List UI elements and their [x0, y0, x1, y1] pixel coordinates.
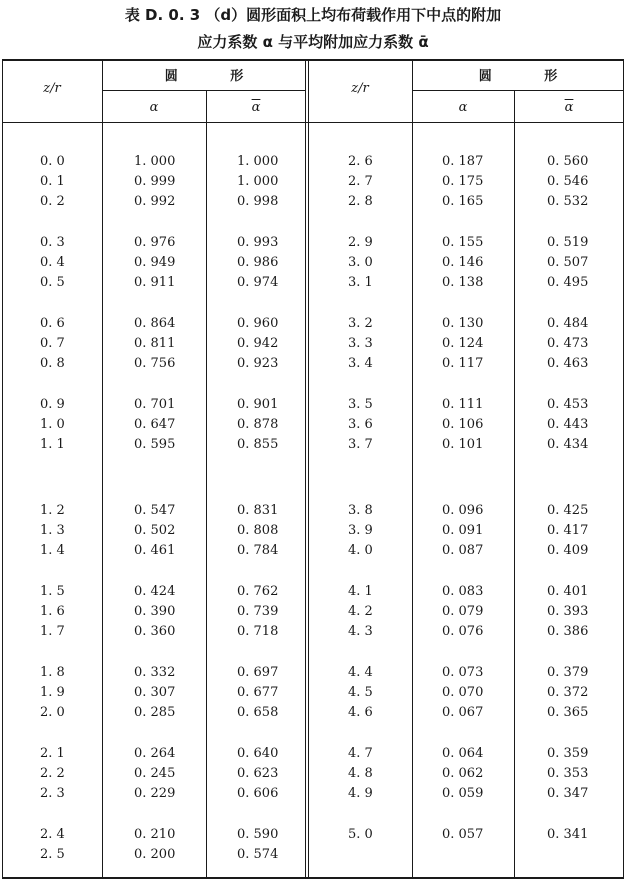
right-cell: 4. 2 [348, 604, 373, 619]
left-cell: 0. 4 [40, 255, 65, 270]
left-cell: 0. 8 [40, 356, 65, 371]
left-cell: 0. 974 [237, 275, 279, 290]
right-cell: 0. 124 [442, 336, 484, 351]
right-cell: 3. 9 [348, 523, 373, 538]
left-cell: 1. 8 [40, 665, 65, 680]
right-cell: 3. 6 [348, 417, 373, 432]
left-cell: 0. 697 [237, 665, 279, 680]
right-cell: 0. 463 [547, 356, 589, 371]
right-cell: 0. 473 [547, 336, 589, 351]
left-cell: 0. 574 [237, 847, 279, 862]
right-cell: 0. 106 [442, 417, 484, 432]
border-left [2, 59, 3, 879]
left-cell: 0. 547 [134, 503, 176, 518]
right-cell: 0. 359 [547, 746, 589, 761]
col-sep-2 [206, 90, 207, 879]
left-cell: 0. 640 [237, 746, 279, 761]
right-cell: 0. 076 [442, 624, 484, 639]
right-cell: 4. 8 [348, 766, 373, 781]
right-cell: 4. 4 [348, 665, 373, 680]
right-cell: 0. 096 [442, 503, 484, 518]
right-cell: 0. 443 [547, 417, 589, 432]
right-cell: 0. 393 [547, 604, 589, 619]
left-cell: 0. 461 [134, 543, 176, 558]
right-cell: 4. 5 [348, 685, 373, 700]
right-cell: 0. 070 [442, 685, 484, 700]
right-cell: 2. 6 [348, 154, 373, 169]
left-cell: 0. 7 [40, 336, 65, 351]
right-cell: 0. 087 [442, 543, 484, 558]
right-cell: 0. 417 [547, 523, 589, 538]
left-cell: 0. 390 [134, 604, 176, 619]
left-cell: 2. 4 [40, 827, 65, 842]
header-zr-left: z/r [43, 81, 61, 96]
left-cell: 1. 5 [40, 584, 65, 599]
right-cell: 0. 091 [442, 523, 484, 538]
left-cell: 0. 200 [134, 847, 176, 862]
left-cell: 0. 3 [40, 235, 65, 250]
left-cell: 1. 2 [40, 503, 65, 518]
right-cell: 0. 484 [547, 316, 589, 331]
right-cell: 0. 059 [442, 786, 484, 801]
right-cell: 0. 507 [547, 255, 589, 270]
right-cell: 0. 101 [442, 437, 484, 452]
left-cell: 0. 878 [237, 417, 279, 432]
right-cell: 0. 425 [547, 503, 589, 518]
col-sep-mid-a [305, 59, 306, 879]
left-cell: 1. 000 [237, 154, 279, 169]
header-alpha-right: α [458, 100, 468, 115]
table-caption-line1: 表 D. 0. 3 （d）圆形面积上均布荷载作用下中点的附加 [124, 6, 502, 24]
left-cell: 0. 998 [237, 194, 279, 209]
table-bottom-rule [2, 877, 624, 879]
left-cell: 0. 264 [134, 746, 176, 761]
left-cell: 1. 3 [40, 523, 65, 538]
left-cell: 0. 658 [237, 705, 279, 720]
right-cell: 4. 1 [348, 584, 373, 599]
left-cell: 0. 831 [237, 503, 279, 518]
header-alpha-bar-left: $\overline{\alpha}$ [251, 100, 261, 115]
right-cell: 2. 9 [348, 235, 373, 250]
right-cell: 0. 117 [442, 356, 484, 371]
right-cell: 0. 187 [442, 154, 484, 169]
right-cell: 0. 379 [547, 665, 589, 680]
right-cell: 0. 064 [442, 746, 484, 761]
left-cell: 1. 000 [134, 154, 176, 169]
left-cell: 1. 4 [40, 543, 65, 558]
right-cell: 0. 083 [442, 584, 484, 599]
left-cell: 1. 1 [40, 437, 65, 452]
left-cell: 0. 756 [134, 356, 176, 371]
left-cell: 0. 949 [134, 255, 176, 270]
right-cell: 0. 347 [547, 786, 589, 801]
left-cell: 0. 595 [134, 437, 176, 452]
left-cell: 0. 718 [237, 624, 279, 639]
left-cell: 0. 811 [134, 336, 176, 351]
right-cell: 2. 7 [348, 174, 373, 189]
left-cell: 0. 701 [134, 397, 176, 412]
left-cell: 0. 784 [237, 543, 279, 558]
left-cell: 0. 739 [237, 604, 279, 619]
left-cell: 0. 307 [134, 685, 176, 700]
left-cell: 0. 942 [237, 336, 279, 351]
left-cell: 0. 245 [134, 766, 176, 781]
header-group-right: 圆 形 [478, 69, 582, 84]
right-cell: 5. 0 [348, 827, 373, 842]
left-cell: 0. 6 [40, 316, 65, 331]
left-cell: 0. 911 [134, 275, 176, 290]
border-right [623, 59, 624, 879]
table-top-rule [2, 59, 624, 61]
col-sep-mid-b [308, 59, 309, 879]
left-cell: 0. 647 [134, 417, 176, 432]
right-cell: 3. 2 [348, 316, 373, 331]
col-sep-5 [514, 90, 515, 879]
left-cell: 0. 1 [40, 174, 65, 189]
right-cell: 4. 7 [348, 746, 373, 761]
right-cell: 2. 8 [348, 194, 373, 209]
right-cell: 0. 079 [442, 604, 484, 619]
right-cell: 0. 532 [547, 194, 589, 209]
left-cell: 0. 606 [237, 786, 279, 801]
right-cell: 0. 453 [547, 397, 589, 412]
right-cell: 4. 6 [348, 705, 373, 720]
left-cell: 0. 960 [237, 316, 279, 331]
right-cell: 0. 155 [442, 235, 484, 250]
right-cell: 0. 146 [442, 255, 484, 270]
left-cell: 2. 2 [40, 766, 65, 781]
right-cell: 3. 3 [348, 336, 373, 351]
left-cell: 0. 424 [134, 584, 176, 599]
group-rule-right [412, 90, 624, 91]
right-cell: 0. 401 [547, 584, 589, 599]
left-cell: 1. 6 [40, 604, 65, 619]
left-cell: 0. 864 [134, 316, 176, 331]
header-alpha-left: α [149, 100, 159, 115]
right-cell: 0. 353 [547, 766, 589, 781]
right-cell: 0. 062 [442, 766, 484, 781]
right-cell: 0. 175 [442, 174, 484, 189]
table-caption-line2: 应力系数 α 与平均附加应力系数 ᾱ [197, 33, 429, 51]
right-cell: 4. 9 [348, 786, 373, 801]
left-cell: 0. 360 [134, 624, 176, 639]
left-cell: 1. 7 [40, 624, 65, 639]
left-cell: 0. 808 [237, 523, 279, 538]
left-cell: 0. 762 [237, 584, 279, 599]
left-cell: 0. 986 [237, 255, 279, 270]
left-cell: 0. 992 [134, 194, 176, 209]
left-cell: 1. 000 [237, 174, 279, 189]
right-cell: 4. 3 [348, 624, 373, 639]
right-cell: 3. 7 [348, 437, 373, 452]
left-cell: 0. 5 [40, 275, 65, 290]
right-cell: 3. 4 [348, 356, 373, 371]
right-cell: 0. 495 [547, 275, 589, 290]
right-cell: 0. 372 [547, 685, 589, 700]
left-cell: 0. 229 [134, 786, 176, 801]
right-cell: 0. 057 [442, 827, 484, 842]
col-sep-1 [102, 59, 103, 879]
left-cell: 0. 855 [237, 437, 279, 452]
header-alpha-bar-right: $\overline{\alpha}$ [564, 100, 574, 115]
right-cell: 3. 1 [348, 275, 373, 290]
right-cell: 3. 8 [348, 503, 373, 518]
left-cell: 0. 2 [40, 194, 65, 209]
right-cell: 3. 5 [348, 397, 373, 412]
right-cell: 0. 073 [442, 665, 484, 680]
right-cell: 0. 138 [442, 275, 484, 290]
left-cell: 0. 0 [40, 154, 65, 169]
right-cell: 0. 111 [442, 397, 484, 412]
right-cell: 0. 409 [547, 543, 589, 558]
right-cell: 3. 0 [348, 255, 373, 270]
right-cell: 0. 519 [547, 235, 589, 250]
left-cell: 0. 993 [237, 235, 279, 250]
left-cell: 0. 976 [134, 235, 176, 250]
left-cell: 0. 502 [134, 523, 176, 538]
right-cell: 0. 434 [547, 437, 589, 452]
left-cell: 0. 677 [237, 685, 279, 700]
left-cell: 2. 1 [40, 746, 65, 761]
left-cell: 0. 590 [237, 827, 279, 842]
left-cell: 0. 332 [134, 665, 176, 680]
right-cell: 0. 067 [442, 705, 484, 720]
left-cell: 0. 623 [237, 766, 279, 781]
left-cell: 1. 9 [40, 685, 65, 700]
right-cell: 4. 0 [348, 543, 373, 558]
left-cell: 0. 210 [134, 827, 176, 842]
right-cell: 0. 341 [547, 827, 589, 842]
left-cell: 2. 3 [40, 786, 65, 801]
left-cell: 0. 923 [237, 356, 279, 371]
left-cell: 1. 0 [40, 417, 65, 432]
header-zr-right: z/r [351, 81, 369, 96]
group-rule-left [102, 90, 306, 91]
right-cell: 0. 546 [547, 174, 589, 189]
left-cell: 0. 999 [134, 174, 176, 189]
left-cell: 2. 5 [40, 847, 65, 862]
right-cell: 0. 365 [547, 705, 589, 720]
left-cell: 0. 901 [237, 397, 279, 412]
header-bottom-rule [2, 122, 624, 123]
right-cell: 0. 165 [442, 194, 484, 209]
right-cell: 0. 386 [547, 624, 589, 639]
left-cell: 2. 0 [40, 705, 65, 720]
data-table [2, 59, 624, 879]
right-cell: 0. 130 [442, 316, 484, 331]
left-cell: 0. 285 [134, 705, 176, 720]
left-cell: 0. 9 [40, 397, 65, 412]
header-group-left: 圆 形 [164, 69, 268, 84]
right-cell: 0. 560 [547, 154, 589, 169]
col-sep-4 [412, 59, 413, 879]
